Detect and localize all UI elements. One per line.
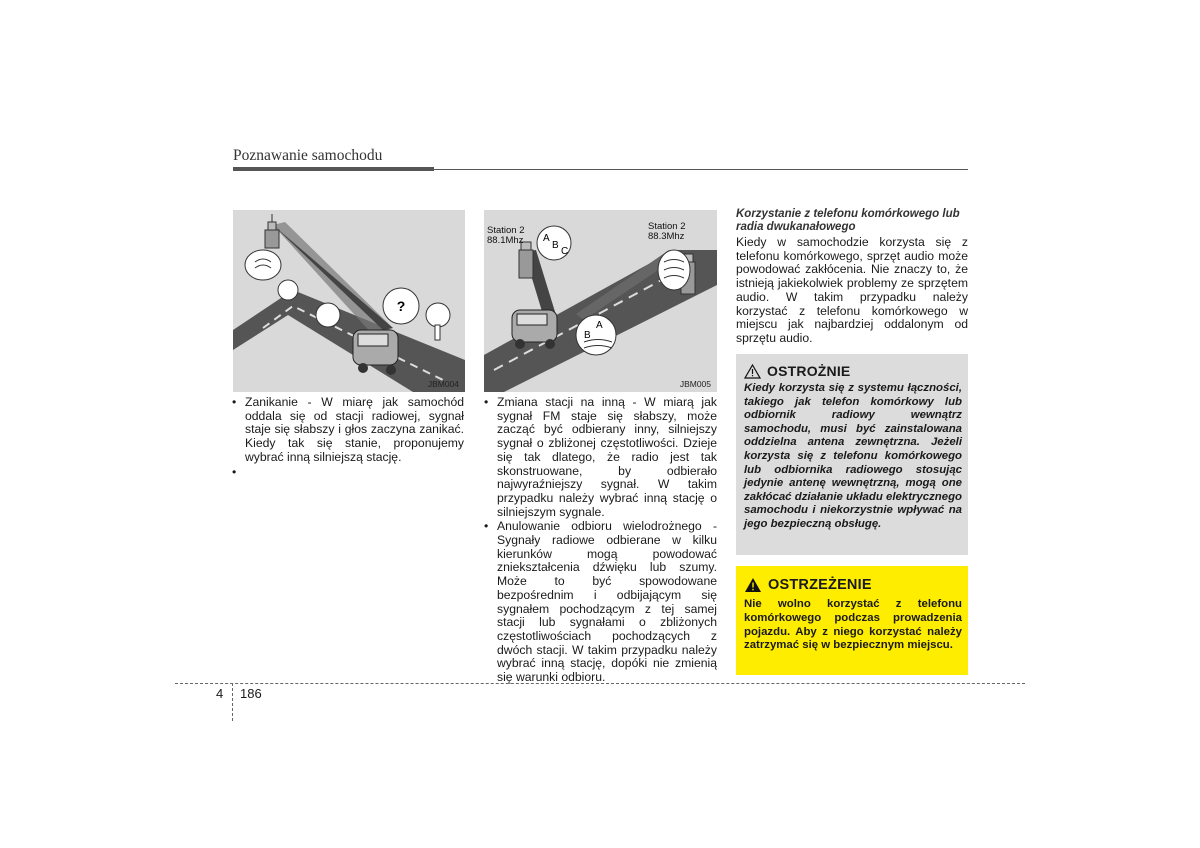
svg-text:B: B [552,240,559,251]
station-label-right: Station 2 88.3Mhz [648,221,686,242]
question-mark: ? [396,298,406,314]
list-item: • Zanikanie - W miarę jak samochód oddala się od stacji radiowej, sygnał staje się słabszy i głos zaczyna zanikać. Kiedy tak się stanie, proponujemy wybrać inną silniejszą stację. [232,395,464,464]
svg-text:C: C [561,246,569,257]
warning-body: Nie wolno korzystać z telefonu komórkowego podczas prowadzenia pojazdu. Aby z niego korzystać należy zatrzymać się w bezpiecznym miejscu. [744,598,962,652]
caution-box [736,354,968,555]
figure-code: JBM004 [427,379,459,389]
caution-triangle-icon [744,364,761,379]
list-item: • Anulowanie odbioru wielodrożnego - Sygnały radiowe odbierane w kilku kierunków mogą powodować zniekształcenia dźwięku lub szumy. Może to być spowodowane bezpośrednim i odbijającym się sygnałem pochodzącym z tej samej stacji lub sygnałami o zbliżonych częstotliwościach pochodzących z dwóch stacji. W takim przypadku należy wybrać inną stację, dopóki nie zmienią się warunki odbioru. [484,519,717,685]
signal-fading-illustration [233,210,465,392]
column-2 [484,396,717,686]
column-1 [232,395,464,479]
caution-header [744,363,850,379]
radio-tower-left-icon [519,242,533,278]
list-item: • Zmiana stacji na inną - W miarą jak sygnał FM staje się słabszy, może zacząć być odbierany inny, silniejszy sygnał o zbliżonej częstotliwości. Dzieje się tak dlatego, że radio jest tak skonstruowane, by odbierało najwyraźniejszy sygnał. W takim przypadku należy wybrać inną stację o silniejszym sygnale. [484,395,717,519]
warning-box [736,566,968,675]
radio-tower-icon [265,214,279,248]
header-rule-thin [434,169,968,170]
chapter-number: 4 [216,686,224,701]
page-number: 186 [240,686,262,701]
section-body: Kiedy w samochodzie korzysta się z telefonu komórkowego, sprzęt audio może powodować zakłócenia. Nie znaczy to, że istnieją jakiekolwiek problemy ze sprzętem audio. W takim przypadku należy korzystać z telefonu komórkowego w miejscu jak najbardziej oddalonym od sprzętu audio. [736,235,968,345]
header-rule-thick [233,167,434,171]
section-title: Korzystanie z telefonu komórkowego lub radia dwukanałowego [736,208,960,233]
figure-signal-fading [233,210,465,392]
footer-vertical-rule [232,683,233,721]
warning-triangle-icon [744,577,762,593]
warning-title: OSTRZEŻENIE [768,577,872,593]
caution-title: OSTROŻNIE [767,363,851,379]
caution-body: Kiedy korzysta się z systemu łączności, takiego jak telefon komórkowy lub odbiornik radiowy wewnątrz samochodu, musi być zainstalowana oddzielna antena zewnętrzna. Jeżeli korzysta się z telefonu komórkowego lub odbiornika radiowego stosując jedynie antenę wewnętrzną, mogą one zakłócać działanie układu elektrycznego samochodu i niekorzystnie wpływać na jego bezpieczną obsługę. [744,382,962,530]
speaker-bubble-right [658,250,690,290]
svg-text:B: B [584,330,591,341]
svg-text:A: A [543,233,550,244]
figure-code: JBM005 [679,379,711,389]
svg-text:A: A [596,320,603,331]
station-label-left: Station 2 88.1Mhz [487,225,525,246]
bullet-list-col2 [484,396,717,685]
warning-header [744,577,872,593]
bullet-list-col1: • Zanikanie - W miarę jak samochód oddala się od stacji radiowej, sygnał staje się słabszy i głos zaczyna zanikać. Kiedy tak się stanie, proponujemy wybrać inną silniejszą stację. • [232,395,464,479]
footer-rule [175,683,1025,684]
figure-station-change [484,210,717,392]
column-3 [736,208,968,346]
page-header-title: Poznawanie samochodu [233,147,383,164]
